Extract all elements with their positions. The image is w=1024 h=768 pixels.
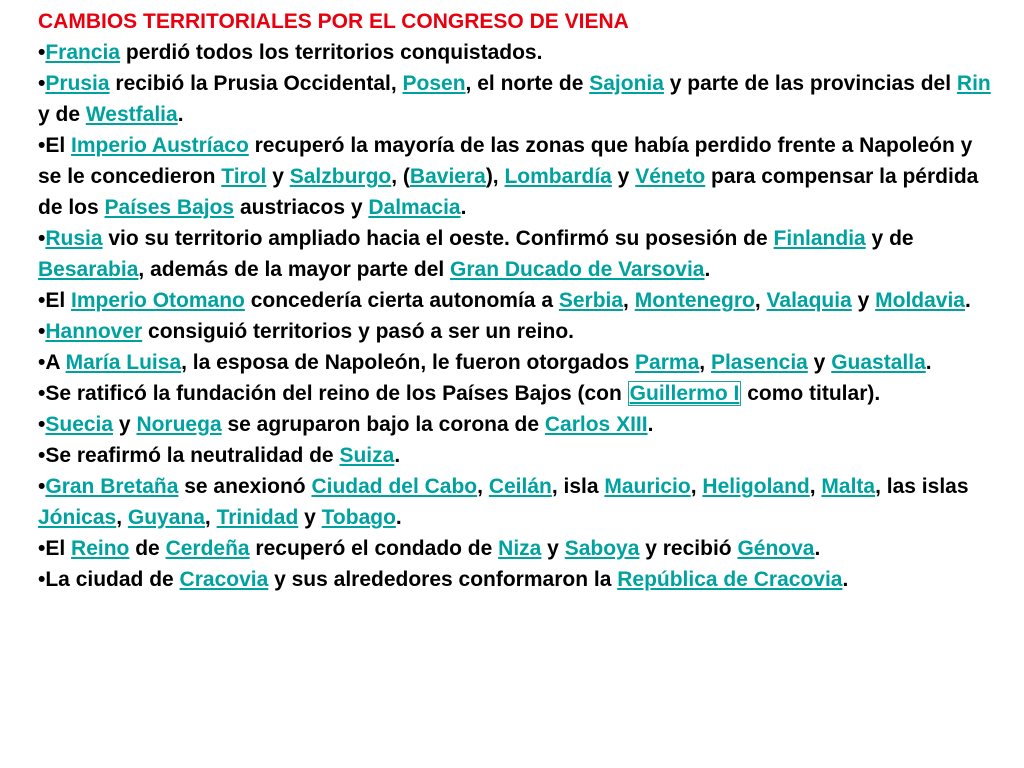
hyperlink[interactable]: Génova <box>737 537 815 560</box>
hyperlink[interactable]: Malta <box>821 475 876 498</box>
bullet-text: recuperó el condado de <box>249 537 499 560</box>
bullet-item <box>38 347 1000 378</box>
bullet-text: . <box>394 444 401 467</box>
bullet-list <box>38 37 1000 595</box>
hyperlink[interactable]: Baviera <box>409 165 486 188</box>
bullet-text: . <box>814 537 821 560</box>
bullet-item <box>38 316 1000 347</box>
hyperlink[interactable]: Montenegro <box>634 289 755 312</box>
bullet-text: recuperó la mayoría de las zonas que había perdido frente a Napoleón y se le concedieron <box>38 134 973 188</box>
hyperlink[interactable]: Véneto <box>635 165 706 188</box>
bullet-text: •El <box>38 134 72 157</box>
bullet-text: . <box>460 196 467 219</box>
hyperlink[interactable]: Plasencia <box>710 351 808 374</box>
hyperlink[interactable]: Posen <box>402 72 466 95</box>
bullet-text: , <box>809 475 822 498</box>
bullet-text: • <box>38 475 46 498</box>
bullet-text: y parte de las provincias del <box>663 72 957 95</box>
bullet-text: y de <box>865 227 914 250</box>
hyperlink[interactable]: Trinidad <box>216 506 299 529</box>
hyperlink[interactable]: Prusia <box>45 72 110 95</box>
bullet-text: y <box>611 165 636 188</box>
bullet-text: •La ciudad de <box>38 568 180 591</box>
hyperlink[interactable]: Parma <box>635 351 700 374</box>
bullet-text: •Se reafirmó la neutralidad de <box>38 444 340 467</box>
hyperlink[interactable]: Hannover <box>45 320 143 343</box>
bullet-text: • <box>38 41 46 64</box>
bullet-text: consiguió territorios y pasó a ser un reino. <box>142 320 574 343</box>
hyperlink[interactable]: Imperio Otomano <box>71 289 245 312</box>
hyperlink[interactable]: Tobago <box>321 506 396 529</box>
bullet-item <box>38 564 1000 595</box>
hyperlink[interactable]: Países Bajos <box>104 196 235 219</box>
hyperlink[interactable]: Guillermo I <box>629 382 740 405</box>
hyperlink[interactable]: Gran Ducado de Varsovia <box>450 258 705 281</box>
bullet-text: . <box>177 103 184 126</box>
slide-title: CAMBIOS TERRITORIALES POR EL CONGRESO DE VIENA <box>38 10 629 33</box>
hyperlink[interactable]: Francia <box>45 41 121 64</box>
bullet-item <box>38 378 1000 409</box>
bullet-text: ), <box>485 165 505 188</box>
bullet-item <box>38 285 1000 316</box>
bullet-text: . <box>395 506 402 529</box>
hyperlink[interactable]: Niza <box>498 537 542 560</box>
bullet-text: , ( <box>391 165 410 188</box>
hyperlink[interactable]: Dalmacia <box>368 196 461 219</box>
bullet-text: , <box>477 475 489 498</box>
hyperlink[interactable]: Sajonia <box>589 72 664 95</box>
bullet-text: y <box>266 165 290 188</box>
hyperlink[interactable]: Reino <box>71 537 130 560</box>
bullet-text: , el norte de <box>465 72 590 95</box>
hyperlink[interactable]: Salzburgo <box>289 165 392 188</box>
bullet-text: , además de la mayor parte del <box>138 258 451 281</box>
bullet-text: austriacos y <box>234 196 369 219</box>
hyperlink[interactable]: Carlos XIII <box>544 413 648 436</box>
bullet-text: vio su territorio ampliado hacia el oeste. Confirmó su posesión de <box>102 227 774 250</box>
hyperlink[interactable]: Tirol <box>221 165 267 188</box>
bullet-text: , <box>116 506 128 529</box>
hyperlink[interactable]: Finlandia <box>773 227 866 250</box>
hyperlink[interactable]: Valaquia <box>766 289 852 312</box>
bullet-text: , <box>690 475 703 498</box>
hyperlink[interactable]: Moldavia <box>875 289 965 312</box>
hyperlink[interactable]: Cracovia <box>179 568 269 591</box>
bullet-text: , <box>754 289 767 312</box>
bullet-text: . <box>842 568 849 591</box>
bullet-text: • <box>38 413 46 436</box>
bullet-text: • <box>38 320 46 343</box>
bullet-text: • <box>38 72 46 95</box>
bullet-text: • <box>38 227 46 250</box>
hyperlink[interactable]: Guastalla <box>831 351 926 374</box>
bullet-text: y <box>298 506 322 529</box>
bullet-item <box>38 68 1000 130</box>
hyperlink[interactable]: Saboya <box>564 537 640 560</box>
bullet-text: recibió la Prusia Occidental, <box>109 72 403 95</box>
bullet-text: , isla <box>551 475 605 498</box>
bullet-text: se anexionó <box>178 475 312 498</box>
hyperlink[interactable]: Noruega <box>136 413 222 436</box>
bullet-text: , las islas <box>875 475 969 498</box>
hyperlink[interactable]: República de Cracovia <box>617 568 843 591</box>
bullet-text: concedería cierta autonomía a <box>244 289 559 312</box>
bullet-text: para compensar la pérdida de los <box>38 165 979 219</box>
bullet-text: •El <box>38 289 72 312</box>
hyperlink[interactable]: Serbia <box>558 289 624 312</box>
bullet-text: . <box>704 258 711 281</box>
hyperlink[interactable]: Guyana <box>127 506 205 529</box>
bullet-text: y recibió <box>639 537 738 560</box>
hyperlink[interactable]: Besarabia <box>38 258 139 281</box>
bullet-item <box>38 440 1000 471</box>
hyperlink[interactable]: Suecia <box>45 413 114 436</box>
bullet-item <box>38 223 1000 285</box>
hyperlink[interactable]: Westfalia <box>85 103 178 126</box>
hyperlink[interactable]: Mauricio <box>604 475 691 498</box>
bullet-text: . <box>964 289 971 312</box>
bullet-text: y <box>541 537 565 560</box>
hyperlink[interactable]: María Luisa <box>65 351 182 374</box>
bullet-text: , <box>699 351 711 374</box>
bullet-item <box>38 409 1000 440</box>
hyperlink[interactable]: Gran Bretaña <box>45 475 179 498</box>
hyperlink[interactable]: Rin <box>956 72 991 95</box>
bullet-text: se agruparon bajo la corona de <box>221 413 545 436</box>
hyperlink[interactable]: Lombardía <box>504 165 612 188</box>
hyperlink[interactable]: Suiza <box>339 444 395 467</box>
bullet-item <box>38 471 1000 533</box>
hyperlink[interactable]: Jónicas <box>38 506 117 529</box>
hyperlink[interactable]: Heligoland <box>702 475 810 498</box>
hyperlink[interactable]: Ciudad del Cabo <box>311 475 478 498</box>
bullet-text: como titular). <box>741 382 881 405</box>
bullet-text: . <box>925 351 932 374</box>
bullet-text: y sus alrededores conformaron la <box>268 568 618 591</box>
bullet-text: de <box>129 537 166 560</box>
bullet-text: •Se ratificó la fundación del reino de los Países Bajos (con <box>38 382 628 405</box>
bullet-item <box>38 37 1000 68</box>
hyperlink[interactable]: Rusia <box>45 227 103 250</box>
bullet-text: y de <box>38 103 86 126</box>
slide-body <box>38 6 1000 595</box>
bullet-item <box>38 130 1000 223</box>
bullet-text: . <box>647 413 654 436</box>
bullet-item <box>38 533 1000 564</box>
bullet-text: perdió todos los territorios conquistados. <box>120 41 543 64</box>
hyperlink[interactable]: Ceilán <box>488 475 552 498</box>
hyperlink[interactable]: Imperio Austríaco <box>71 134 249 157</box>
bullet-text: y <box>851 289 876 312</box>
bullet-text: , <box>204 506 217 529</box>
bullet-text: •El <box>38 537 72 560</box>
bullet-text: y <box>807 351 832 374</box>
bullet-text: •A <box>38 351 66 374</box>
bullet-text: , <box>623 289 635 312</box>
bullet-text: y <box>113 413 137 436</box>
hyperlink[interactable]: Cerdeña <box>165 537 250 560</box>
bullet-text: , la esposa de Napoleón, le fueron otorgados <box>181 351 636 374</box>
